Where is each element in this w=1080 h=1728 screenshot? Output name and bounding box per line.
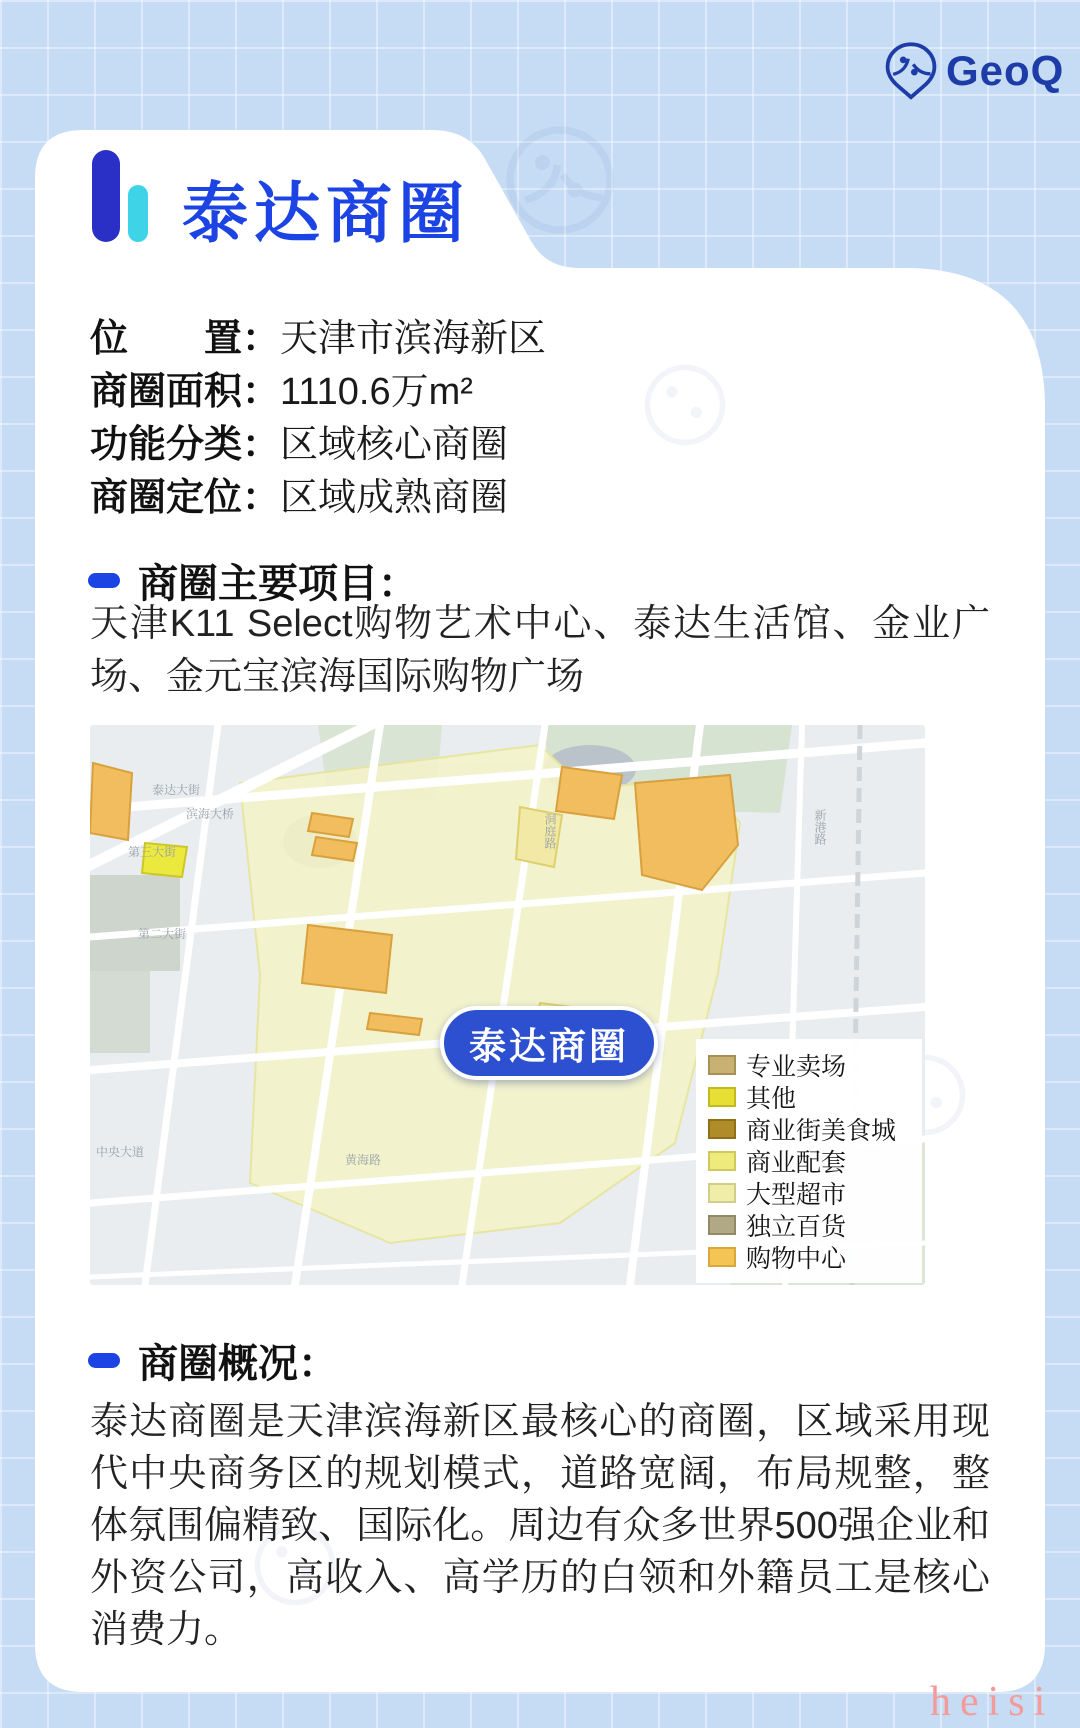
info-value: 区域核心商圈 <box>280 424 509 466</box>
legend-swatch-icon <box>708 1151 736 1171</box>
legend-item <box>708 1241 910 1273</box>
title-block <box>92 150 470 250</box>
info-row <box>90 361 990 414</box>
district-map <box>90 725 925 1285</box>
road-label: 洞庭路 <box>543 813 557 849</box>
info-label: 位 置： <box>90 318 281 360</box>
info-value: 1110.6万m² <box>280 371 473 413</box>
info-row <box>90 467 990 520</box>
legend-item <box>708 1145 910 1177</box>
legend-item <box>708 1049 910 1081</box>
info-row <box>90 308 990 361</box>
road-label: 新港路 <box>813 809 827 845</box>
legend-label: 专业卖场 <box>746 1053 847 1081</box>
road-label: 第三大街 <box>128 845 177 859</box>
legend-item <box>708 1113 910 1145</box>
legend-swatch-icon <box>708 1055 736 1075</box>
legend-label: 商业街美食城 <box>746 1117 897 1145</box>
legend-label: 其他 <box>746 1085 797 1113</box>
corner-watermark: heisi <box>930 1679 1055 1725</box>
bullet-pill-icon <box>88 573 120 588</box>
legend-label: 独立百货 <box>746 1213 847 1241</box>
legend-swatch-icon <box>708 1247 736 1267</box>
bullet-pill-icon <box>88 1353 120 1368</box>
map-legend <box>696 1039 922 1283</box>
road-label: 黄海路 <box>345 1153 382 1167</box>
legend-swatch-icon <box>708 1215 736 1235</box>
info-value: 天津市滨海新区 <box>280 318 547 360</box>
page-title: 泰达商圈 <box>182 176 470 250</box>
legend-item <box>708 1209 910 1241</box>
info-label: 商圈定位： <box>90 477 281 519</box>
info-label: 功能分类： <box>90 424 281 466</box>
info-label: 商圈面积： <box>90 371 281 413</box>
main-projects-text: 天津K11 Select购物艺术中心、泰达生活馆、金业广场、金元宝滨海国际购物广场 <box>90 603 990 698</box>
geoq-pin-icon <box>884 42 938 100</box>
legend-swatch-icon <box>708 1183 736 1203</box>
overview-text: 泰达商圈是天津滨海新区最核心的商圈，区域采用现代中央商务区的规划模式，道路宽阔，布局规整，整体氛围偏精致、国际化。周边有众多世界500强企业和外资公司，高收入、高学历的白领和外籍员工是核心消费力。 <box>90 1401 990 1651</box>
district-badge: 泰达商圈 <box>440 1006 658 1080</box>
legend-item <box>708 1081 910 1113</box>
legend-label: 商业配套 <box>746 1149 847 1177</box>
legend-swatch-icon <box>708 1119 736 1139</box>
road-label: 中央大道 <box>96 1145 145 1159</box>
brand-name: GeoQ <box>946 47 1065 94</box>
brand-logo <box>884 42 1064 100</box>
info-row <box>90 414 990 467</box>
road-label: 滨海大桥 <box>186 807 235 821</box>
section-title: 商圈概况： <box>138 1342 338 1386</box>
road-label: 第二大街 <box>138 927 187 941</box>
road-label: 泰达大街 <box>152 783 201 797</box>
legend-item <box>708 1177 910 1209</box>
legend-label: 购物中心 <box>746 1245 847 1273</box>
info-rows <box>90 308 990 520</box>
section-heading-overview <box>88 1332 338 1389</box>
section-title: 商圈主要项目： <box>138 562 418 606</box>
title-bars-icon <box>92 150 154 242</box>
legend-label: 大型超市 <box>746 1181 847 1209</box>
info-value: 区域成熟商圈 <box>280 477 509 519</box>
legend-swatch-icon <box>708 1087 736 1107</box>
